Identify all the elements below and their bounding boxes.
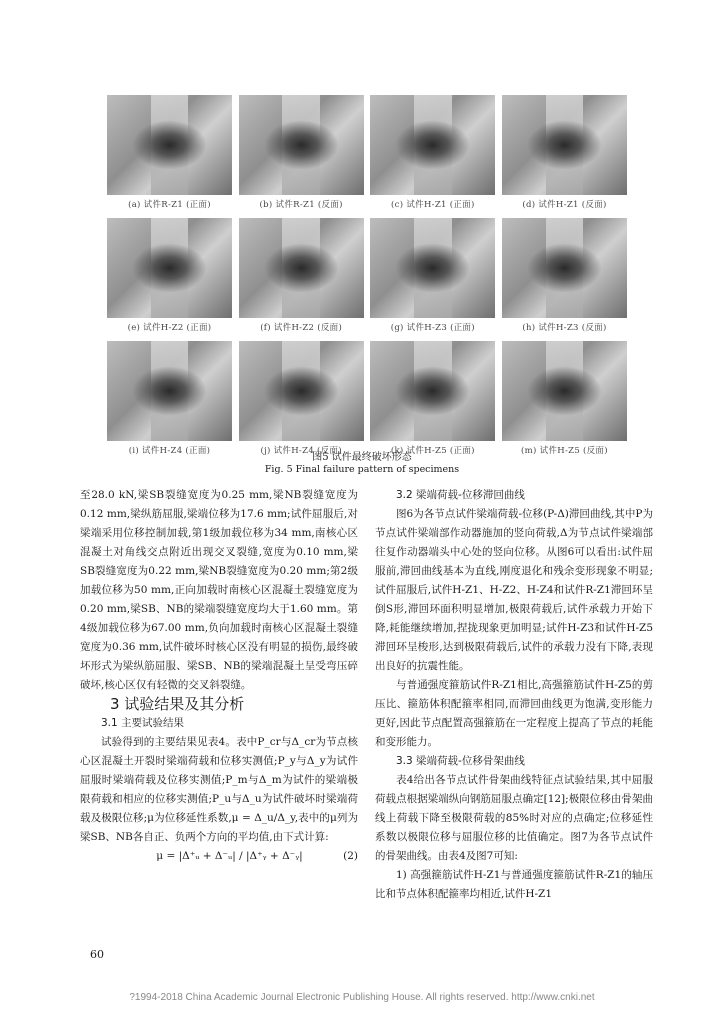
section-heading: 3 试验结果及其分析 — [110, 695, 245, 713]
photo-cell — [239, 218, 364, 339]
body-paragraph: 至28.0 kN,梁SB裂缝宽度为0.25 mm,梁NB裂缝宽度为0.12 mm,梁纵筋屈服,梁端位移为17.6 mm;试件屈服后,对梁端采用位移控制加载,第1级加载位移为34 mm,南核心区混凝土对角线交点附近出现交叉裂缝,宽度为0.10 mm,梁SB裂缝宽度为0.22 mm,梁NB裂缝宽度为0.20 mm;第2级加载位移为50 mm,正向加载时南核心区混凝土裂缝宽度为0.20 mm,梁SB、NB的梁端裂缝宽度均大于1.60 mm。第4级加载位移为67.00 mm,负向加载时南核心区混凝土裂缝宽度为0.36 mm,试件破坏时核心区没有明显的损伤,最终破坏形式为梁纵筋屈服、梁SB、NB的梁端混凝土呈受弯压碎破坏,核心区仅有轻微的交叉斜裂缝。 — [80, 489, 358, 691]
photo-caption: (d) 试件H-Z1 (反面) — [522, 200, 607, 210]
photo-cell — [107, 341, 232, 462]
specimen-photo — [502, 95, 627, 195]
equation-body: μ = |Δ⁺ᵤ + Δ⁻ᵤ| / |Δ⁺ᵧ + Δ⁻ᵧ| — [156, 850, 303, 862]
figure-title-en: Fig. 5 Final failure pattern of specimens — [264, 464, 460, 475]
body-paragraph: 1) 高强箍筋试件H-Z1与普通强度箍筋试件R-Z1的轴压比和节点体积配箍率均相近,试件H-Z1 — [375, 869, 653, 900]
specimen-photo — [239, 218, 364, 318]
subsection-heading: 3.1 主要试验结果 — [101, 717, 185, 729]
specimen-photo — [107, 341, 232, 441]
body-paragraph: 试验得到的主要结果见表4。表中P_cr与Δ_cr为节点核心区混凝土开裂时梁端荷载和位移实测值;P_y与Δ_y为试件屈服时梁端荷载及位移实测值;P_m与Δ_m为试件的梁端极限荷载和相应的位移实测值;P_u与Δ_u为试件破坏时梁端荷载及极限位移;μ为位移延性系数,μ = Δ_u/Δ_y,表中的μ列为梁SB、NB各自正、负两个方向的平均值,由下式计算: — [80, 736, 358, 843]
photo-caption: (k) 试件H-Z5 (正面) — [390, 446, 475, 456]
subsection-heading: 3.3 梁端荷载-位移骨架曲线 — [396, 755, 525, 767]
specimen-photo — [502, 218, 627, 318]
photo-cell — [370, 95, 495, 216]
photo-cell — [107, 95, 232, 216]
photo-caption: (m) 试件H-Z5 (反面) — [521, 446, 608, 456]
photo-cell — [370, 218, 495, 339]
photo-cell — [239, 341, 364, 462]
photo-caption: (b) 试件R-Z1 (反面) — [259, 200, 343, 210]
right-column — [375, 486, 653, 904]
photo-cell — [107, 218, 232, 339]
photo-cell — [502, 218, 627, 339]
specimen-photo — [502, 341, 627, 441]
specimen-photo — [239, 341, 364, 441]
subsection-heading: 3.2 梁端荷载-位移滞回曲线 — [396, 489, 525, 501]
photo-row — [107, 218, 627, 339]
specimen-photo — [370, 341, 495, 441]
copyright-footer: ?1994-2018 China Academic Journal Electronic Publishing House. All rights reserved. http://www.cnki.net — [129, 992, 595, 1003]
body-paragraph: 表4给出各节点试件骨架曲线特征点试验结果,其中屈服荷载点根据梁端纵向钢筋屈服点确定[12];极限位移由骨架曲线上荷载下降至极限荷载的85%时对应的点确定;位移延性系数以极限位移与屈服位移的比值确定。图7为各节点试件的骨架曲线。由表4及图7可知: — [375, 774, 653, 862]
photo-caption: (i) 试件H-Z4 (正面) — [128, 446, 211, 456]
photo-caption: (f) 试件H-Z2 (反面) — [260, 323, 343, 333]
specimen-photo — [107, 218, 232, 318]
body-paragraph: 与普通强度箍筋试件R-Z1相比,高强箍筋试件H-Z5的剪压比、箍筋体积配箍率相同,而滞回曲线更为饱满,变形能力更好,因此节点配置高强箍筋在一定程度上提高了节点的耗能和变形能力。 — [375, 679, 653, 748]
photo-cell — [239, 95, 364, 216]
figure-title-cn: 图5 试件最终破坏形态 — [312, 452, 412, 463]
photo-caption: (j) 试件H-Z4 (反面) — [260, 446, 342, 456]
specimen-photo — [107, 95, 232, 195]
photo-caption: (g) 试件H-Z3 (正面) — [390, 323, 475, 333]
photo-caption: (h) 试件H-Z3 (反面) — [522, 323, 607, 333]
photo-row — [107, 341, 627, 462]
body-paragraph: 图6为各节点试件梁端荷载-位移(P-Δ)滞回曲线,其中P为节点试件梁端部作动器施加的竖向荷载,Δ为节点试件梁端部往复作动器端头中心处的竖向位移。从图6可以看出:试件屈服前,滞回曲线基本为直线,刚度退化和残余变形现象不明显;试件屈服后,试件H-Z1、H-Z2、H-Z4和试件R-Z1滞回环呈倒S形,滞回环面积明显增加,极限荷载后,试件承载力开始下降,耗能继续增加,捏拢现象更加明显;试件H-Z3和试件H-Z5滞回环呈梭形,达到极限荷载后,试件的承载力没有下降,表现出良好的抗震性能。 — [375, 508, 653, 672]
left-column — [80, 486, 358, 866]
photo-caption: (a) 试件R-Z1 (正面) — [128, 200, 211, 210]
photo-caption: (c) 试件H-Z1 (正面) — [391, 200, 475, 210]
specimen-photo — [239, 95, 364, 195]
photo-cell — [502, 341, 627, 462]
specimen-photo — [370, 95, 495, 195]
photo-cell — [370, 341, 495, 462]
figure-5-photo-grid — [107, 95, 627, 464]
equation — [80, 847, 358, 866]
specimen-photo — [370, 218, 495, 318]
equation-number: (2) — [343, 850, 358, 862]
photo-row — [107, 95, 627, 216]
photo-cell — [502, 95, 627, 216]
page-number: 60 — [90, 948, 104, 961]
photo-caption: (e) 试件H-Z2 (正面) — [127, 323, 212, 333]
